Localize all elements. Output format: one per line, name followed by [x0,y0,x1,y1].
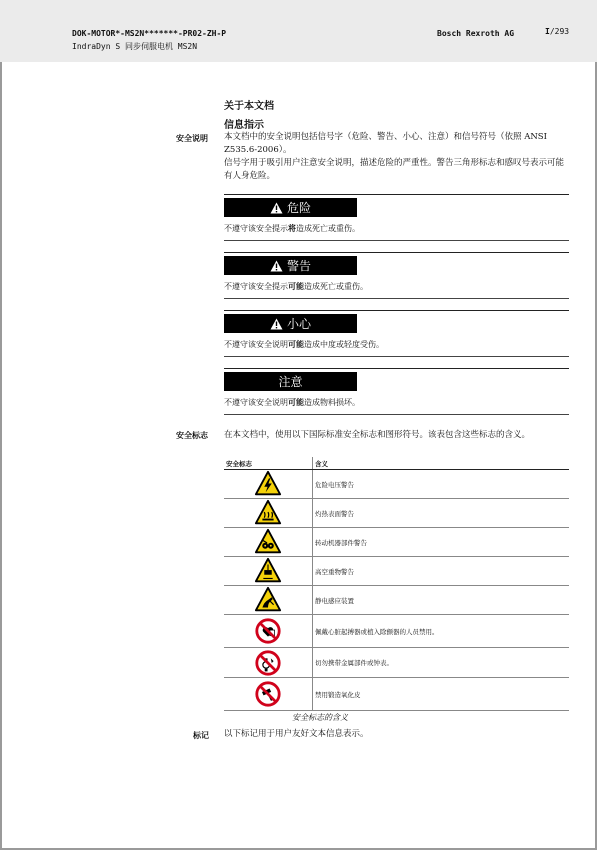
symbol-meaning: 佩戴心脏起搏器或植入除颤器的人员禁用。 [313,615,570,648]
table-row [224,678,569,711]
signal-text-emphasis: 可能 [288,397,304,407]
signal-word-bar [224,256,357,275]
symbol-meaning: 高空重物警告 [313,557,570,586]
symbol-cell [224,499,313,528]
side-label-marks: 标记 [193,731,209,740]
symbol-meaning: 危险电压警告 [313,470,570,499]
signal-end-rule [224,414,569,415]
warning-triangle-icon [270,202,283,214]
electrostatic-sensitive-icon [254,586,282,614]
page-total: /293 [549,27,570,36]
table-row [224,470,569,499]
signal-text-part: 不遵守该安全提示 [224,282,288,291]
safety-notes-para2: 信号字用于吸引用户注意安全说明，描述危险的严重性。警告三角形标志和感叹号表示可能有人身危险。 [224,158,565,181]
signal-text-emphasis: 将 [288,223,296,233]
signal-text-part: 造成中度或轻度受伤。 [304,340,384,349]
no-forging-icon [254,680,282,708]
symbol-meaning: 灼热表面警告 [313,499,570,528]
signal-word: 警告 [286,259,311,273]
table-row [224,615,569,648]
table-caption: 安全标志的含义 [292,713,348,722]
symbol-cell [224,470,313,499]
signal-text-part: 造成死亡或重伤。 [304,282,368,291]
safety-symbols-intro: 在本文档中，使用以下国际标准安全标志和图形符号。该表包含这些标志的含义。 [224,430,531,440]
signal-word: 小心 [286,317,311,331]
signal-rule [224,194,569,195]
product-name: IndraDyn S 同步伺服电机 MS2N [72,42,198,51]
page-header [0,0,597,62]
signal-description [224,339,384,350]
signal-description [224,397,360,408]
page-current: I [545,27,550,36]
company-name: Bosch Rexroth AG [437,29,515,38]
symbol-cell [224,586,313,615]
signal-end-rule [224,298,569,299]
signal-word-bar [224,314,357,333]
rotating-parts-warning-icon [254,528,282,556]
signal-word: 危险 [286,201,311,215]
signal-description [224,281,368,292]
section-subtitle: 信息指示 [224,120,264,131]
symbol-meaning: 静电感应装置 [313,586,570,615]
signal-description [224,223,360,234]
symbol-cell [224,648,313,678]
symbol-cell [224,528,313,557]
column-header-symbol: 安全标志 [224,457,313,470]
signal-text-emphasis: 可能 [288,281,304,291]
symbol-meaning: 转动机器部件警告 [313,528,570,557]
hot-surface-warning-icon [254,499,282,527]
section-title: 关于本文档 [224,101,274,112]
signal-rule [224,368,569,369]
signal-text-part: 造成物料损坏。 [304,398,360,407]
table-row [224,648,569,678]
column-header-meaning: 含义 [313,457,570,470]
signal-word-bar [224,198,357,217]
warning-triangle-icon [270,260,283,272]
symbol-meaning: 禁用锻造氧化皮 [313,678,570,711]
signal-text-emphasis: 可能 [288,339,304,349]
signal-word: 注意 [278,375,303,389]
side-label-safety-notes: 安全说明 [176,134,208,143]
warning-triangle-icon [270,318,283,330]
symbol-cell [224,615,313,648]
signal-text-part: 造成死亡或重伤。 [296,224,360,233]
signal-rule [224,252,569,253]
safety-notes-para1: 本文档中的安全说明包括信号字（危险、警告、小心、注意）和信号符号（依照 ANSI Z535.6-2006）。 [224,132,547,155]
signal-text-part: 不遵守该安全说明 [224,340,288,349]
high-voltage-warning-icon [254,470,282,498]
page-number [545,27,569,36]
no-pacemaker-icon [254,617,282,645]
table-row [224,557,569,586]
suspended-load-warning-icon [254,557,282,585]
symbol-cell [224,678,313,711]
table-row [224,499,569,528]
no-metal-watch-icon [254,649,282,677]
table-row [224,586,569,615]
table-row [224,528,569,557]
signal-text-part: 不遵守该安全提示 [224,224,288,233]
document-id: DOK-MOTOR*-MS2N*******-PR02-ZH-P [72,29,227,38]
signal-rule [224,310,569,311]
page-edge [0,0,2,850]
signal-end-rule [224,356,569,357]
signal-end-rule [224,240,569,241]
signal-word-bar [224,372,357,391]
safety-symbol-table [224,457,569,711]
symbol-meaning: 切勿携带金属部件或钟表。 [313,648,570,678]
side-label-safety-symbols: 安全标志 [176,431,208,440]
marks-text: 以下标记用于用户友好文本信息表示。 [224,729,369,739]
signal-text-part: 不遵守该安全说明 [224,398,288,407]
symbol-cell [224,557,313,586]
